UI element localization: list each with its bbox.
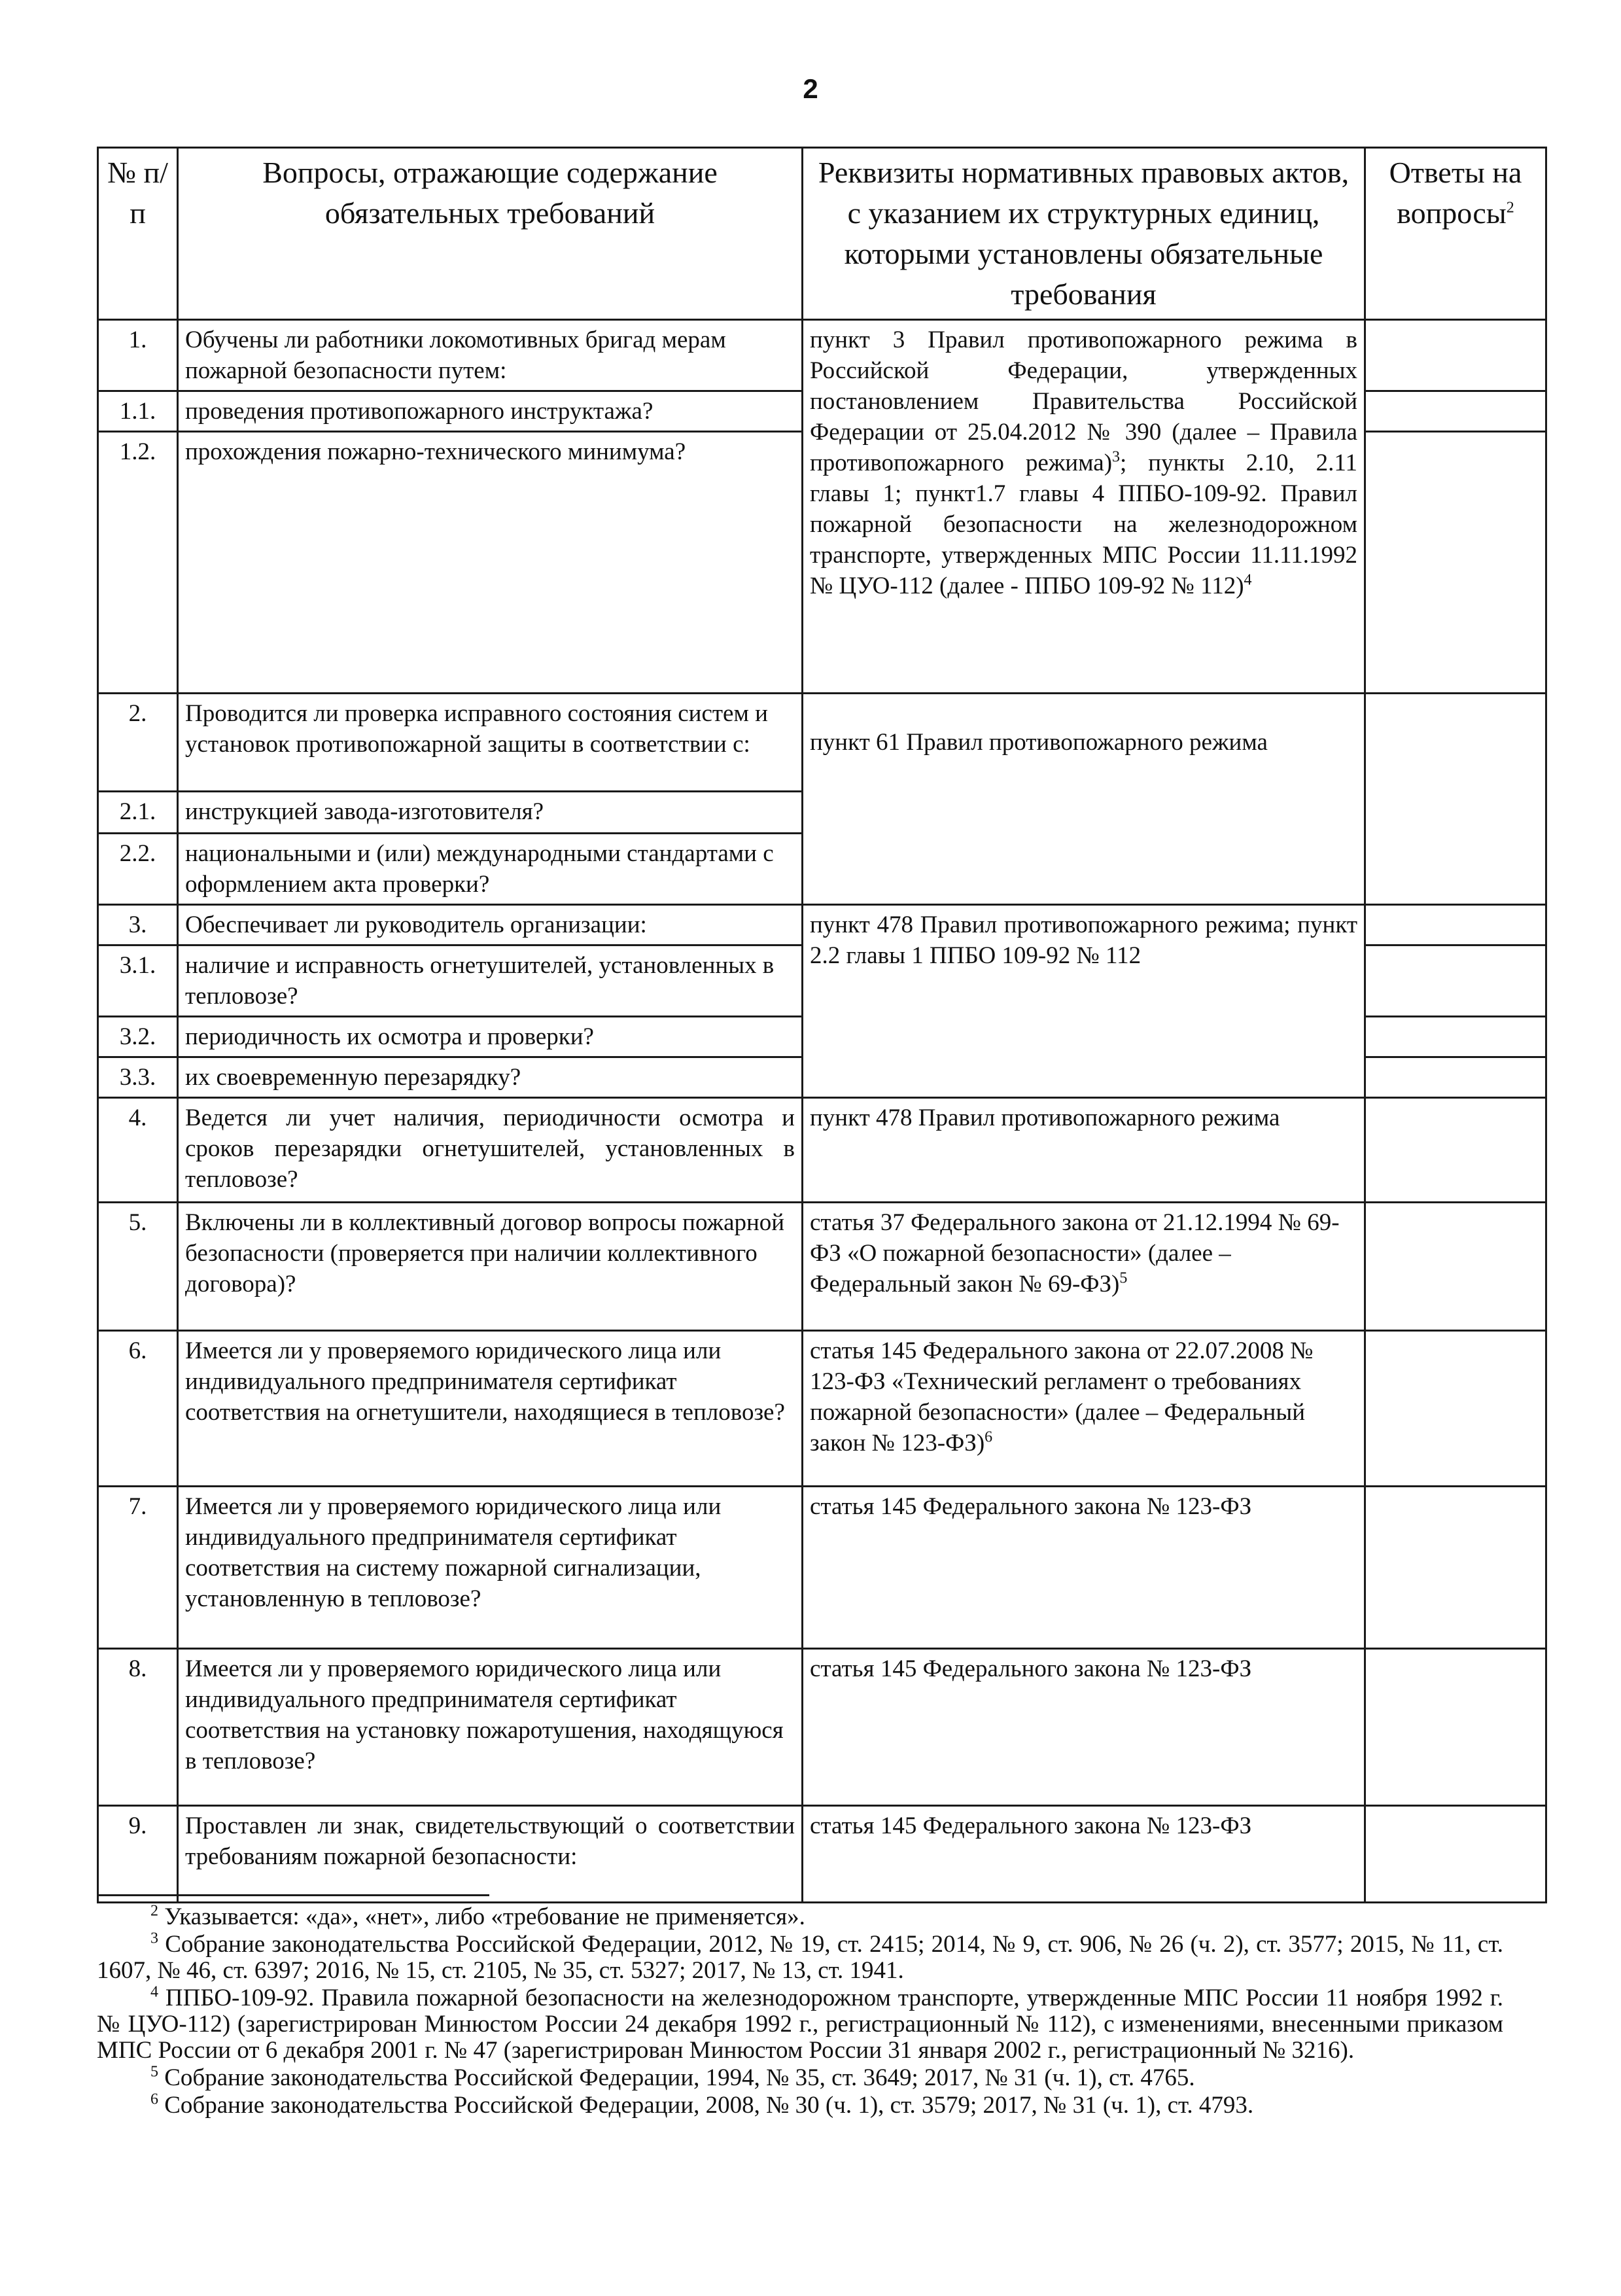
requisites-text: пункт 3 Правил противопожарного режима в Российской Федерации, утвержденных постановлением Правительства Российской Федерации от 25.04.2012 № 390 (далее – Правила противопожарного режима) (810, 327, 1357, 476)
table-row (98, 320, 1546, 391)
footnote (97, 1985, 1503, 2064)
footnote-ref: 6 (985, 1428, 993, 1446)
footnote-ref: 2 (1506, 199, 1514, 217)
row-question: периодичность их осмотра и проверки? (178, 1017, 803, 1057)
row-num: 2. (98, 694, 178, 792)
row-num: 9. (98, 1806, 178, 1903)
row-question: национальными и (или) международными стандартами с оформлением акта проверки? (178, 834, 803, 905)
row-num: 3.1. (98, 945, 178, 1017)
answer-cell[interactable] (1365, 391, 1546, 432)
answer-cell[interactable] (1365, 905, 1546, 945)
table-row (98, 1487, 1546, 1649)
answer-cell[interactable] (1365, 945, 1546, 1017)
footnote-mark: 6 (150, 2091, 158, 2108)
requisites-text: статья 145 Федерального закона от 22.07.2008 № 123-ФЗ «Технический регламент о требованиях пожарной безопасности» (далее – Федеральный закон № 123-ФЗ) (810, 1337, 1314, 1457)
page-number: 2 (803, 73, 818, 104)
row-num: 6. (98, 1331, 178, 1487)
row-question: Включены ли в коллективный договор вопросы пожарной безопасности (проверяется при наличии коллективного договора)? (178, 1203, 803, 1331)
table-header-row (98, 148, 1546, 320)
footnote (97, 1932, 1503, 1984)
row-num: 8. (98, 1649, 178, 1806)
row-requisites (803, 1203, 1365, 1331)
requirements-table (97, 147, 1547, 1903)
row-question: Обучены ли работники локомотивных бригад мерам пожарной безопасности путем: (178, 320, 803, 391)
answer-cell[interactable] (1365, 432, 1546, 694)
row-question: Имеется ли у проверяемого юридического лица или индивидуального предпринимателя сертификат соответствия на систему пожарной сигнализации, установленную в тепловозе? (178, 1487, 803, 1649)
header-answers-text: Ответы на вопросы (1389, 156, 1522, 230)
answer-cell[interactable] (1365, 1331, 1546, 1487)
table-row (98, 1649, 1546, 1806)
footnotes (97, 1904, 1503, 2120)
row-num: 3.2. (98, 1017, 178, 1057)
row-requisites: пункт 61 Правил противопожарного режима (803, 694, 1365, 905)
row-question: Имеется ли у проверяемого юридического лица или индивидуального предпринимателя сертификат соответствия на огнетушители, находящиеся в тепловозе? (178, 1331, 803, 1487)
row-num: 1. (98, 320, 178, 391)
row-num: 2.2. (98, 834, 178, 905)
answer-cell[interactable] (1365, 1649, 1546, 1806)
answer-cell[interactable] (1365, 1487, 1546, 1649)
footnote (97, 1904, 1503, 1930)
row-question: Ведется ли учет наличия, периодичности осмотра и сроков перезарядки огнетушителей, установленных в тепловозе? (178, 1098, 803, 1203)
header-requisites: Реквизиты нормативных правовых актов, с указанием их структурных единиц, которыми установлены обязательные требования (803, 148, 1365, 320)
row-num: 4. (98, 1098, 178, 1203)
row-num: 1.1. (98, 391, 178, 432)
row-question: наличие и исправность огнетушителей, установленных в тепловозе? (178, 945, 803, 1017)
row-num: 5. (98, 1203, 178, 1331)
header-answers (1365, 148, 1546, 320)
row-question: прохождения пожарно-технического минимума? (178, 432, 803, 694)
footnote-divider (97, 1894, 489, 1896)
row-question: Имеется ли у проверяемого юридического лица или индивидуального предпринимателя сертификат соответствия на установку пожаротушения, находящуюся в тепловозе? (178, 1649, 803, 1806)
answer-cell[interactable] (1365, 1098, 1546, 1203)
footnote-text: Собрание законодательства Российской Федерации, 1994, № 35, ст. 3649; 2017, № 31 (ч. 1), ст. 4765. (164, 2064, 1195, 2091)
table-row (98, 1331, 1546, 1487)
table-row (98, 905, 1546, 945)
footnote-text: ППБО-109-92. Правила пожарной безопасности на железнодорожном транспорте, утвержденные МПС России 11 ноября 1992 г. № ЦУО-112) (зарегистрирован Минюстом России 24 декабря 1992 г., регистрационный № 112), с изменениями, внесенными приказом МПС России от 6 декабря 2001 г. № 47 (зарегистрирован Минюстом России 31 января 2002 г., регистрационный № 3216). (97, 1985, 1504, 2064)
row-question: Проставлен ли знак, свидетельствующий о соответствии требованиям пожарной безопасности: (178, 1806, 803, 1903)
answer-cell[interactable] (1365, 1017, 1546, 1057)
footnote-ref: 3 (1112, 448, 1121, 466)
row-requisites: пункт 478 Правил противопожарного режима (803, 1098, 1365, 1203)
row-num: 1.2. (98, 432, 178, 694)
footnote-mark: 4 (150, 1983, 158, 2001)
row-requisites: статья 145 Федерального закона № 123-ФЗ (803, 1487, 1365, 1649)
row-num: 3.3. (98, 1057, 178, 1098)
table-row (98, 1098, 1546, 1203)
row-num: 2.1. (98, 792, 178, 834)
row-requisites: статья 145 Федерального закона № 123-ФЗ (803, 1649, 1365, 1806)
row-question: проведения противопожарного инструктажа? (178, 391, 803, 432)
footnote (97, 2065, 1503, 2091)
footnote-text: Указывается: «да», «нет», либо «требование не применяется». (164, 1903, 805, 1930)
footnote-ref: 5 (1119, 1269, 1128, 1287)
answer-cell[interactable] (1365, 1057, 1546, 1098)
table-row (98, 1203, 1546, 1331)
header-num: № п/п (98, 148, 178, 320)
footnote (97, 2093, 1503, 2119)
footnote-mark: 5 (150, 2063, 158, 2081)
table-row (98, 1806, 1546, 1903)
answer-cell[interactable] (1365, 694, 1546, 905)
row-requisites (803, 1331, 1365, 1487)
footnote-mark: 3 (150, 1930, 158, 1947)
answer-cell[interactable] (1365, 1806, 1546, 1903)
row-num: 7. (98, 1487, 178, 1649)
requisites-text-cont: ; пункты 2.10, 2.11 главы 1; пункт1.7 главы 4 ППБО-109-92. Правил пожарной безопасности на железнодорожном транспорте, утвержденных МПС России 11.11.1992 № ЦУО-112 (далее - ППБО 109-92 № 112) (810, 450, 1357, 599)
requisites-text: статья 37 Федерального закона от 21.12.1994 № 69-ФЗ «О пожарной безопасности» (далее – Федеральный закон № 69-ФЗ) (810, 1209, 1340, 1298)
table-row (98, 694, 1546, 792)
footnote-text: Собрание законодательства Российской Федерации, 2012, № 19, ст. 2415; 2014, № 9, ст. 906, № 26 (ч. 2), ст. 3577; 2015, № 11, ст. 1607, № 46, ст. 6397; 2016, № 15, ст. 2105, № 35, ст. 5327; 2017, № 13, ст. 1941. (97, 1931, 1503, 1984)
row-num: 3. (98, 905, 178, 945)
row-question: Проводится ли проверка исправного состояния систем и установок противопожарной защиты в соответствии с: (178, 694, 803, 792)
row-question: инструкцией завода-изготовителя? (178, 792, 803, 834)
footnote-mark: 2 (150, 1902, 158, 1920)
row-requisites: статья 145 Федерального закона № 123-ФЗ (803, 1806, 1365, 1903)
footnote-text: Собрание законодательства Российской Федерации, 2008, № 30 (ч. 1), ст. 3579; 2017, № 31 (ч. 1), ст. 4793. (164, 2092, 1254, 2119)
row-question: Обеспечивает ли руководитель организации: (178, 905, 803, 945)
header-question: Вопросы, отражающие содержание обязательных требований (178, 148, 803, 320)
row-requisites: пункт 478 Правил противопожарного режима; пункт 2.2 главы 1 ППБО 109-92 № 112 (803, 905, 1365, 1098)
row-requisites (803, 320, 1365, 694)
footnote-ref: 4 (1244, 571, 1252, 589)
answer-cell[interactable] (1365, 1203, 1546, 1331)
row-question: их своевременную перезарядку? (178, 1057, 803, 1098)
answer-cell[interactable] (1365, 320, 1546, 391)
